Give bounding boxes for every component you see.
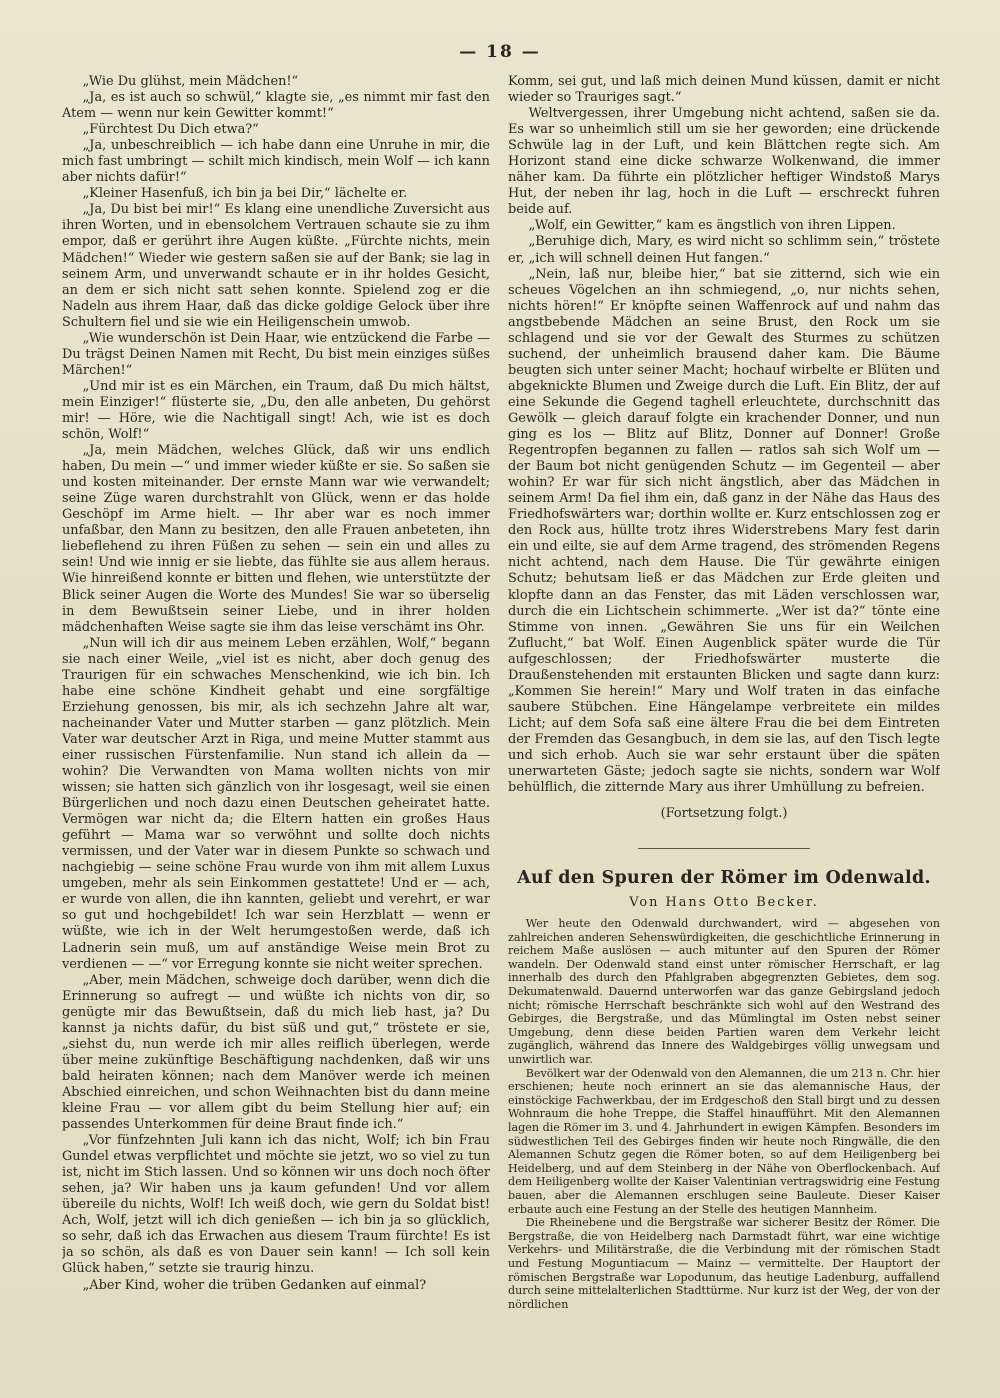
right-paragraph: „Beruhige dich, Mary, es wird nicht so schlimm sein,“ tröstete er, „ich will schnell deinen Hut fangen.“ — [508, 234, 940, 266]
right-paragraph: Komm, sei gut, und laß mich deinen Mund küssen, damit er nicht wieder so Trauriges sagt.“ — [508, 74, 940, 106]
article-title: Auf den Spuren der Römer im Odenwald. — [517, 868, 931, 889]
article-byline: Von Hans Otto Becker. — [629, 895, 819, 911]
left-column — [62, 74, 490, 1372]
article — [508, 867, 940, 1311]
article-paragraph: Die Rheinebene und die Bergstraße war sicherer Besitz der Römer. Die Bergstraße, die von Heidelberg nach Darmstadt führt, war eine wichtige Verkehrs- und Militärstraße, die die Verbindung mit der römischen Stadt und Festung Moguntiacum — Mainz — vermittelte. Der Hauptort der römischen Bergstraße war Lopodunum, das heutige Ladenburg, auffallend durch seine mittelalterlichen Stadttürme. Nur kurz ist der Weg, der von der nördlichen — [508, 1216, 940, 1311]
article-paragraph: Bevölkert war der Odenwald von den Alemannen, die um 213 n. Chr. hier erschienen; heute noch erinnert an sie das alemannische Haus, der einstöckige Fachwerkbau, der im Erdgeschoß den Stall birgt und zu dessen Wohnraum die hohe Treppe, die Staffel hinaufführt. Mit den Alemannen lagen die Römer im 3. und 4. Jahrhundert in ewigen Kämpfen. Besonders im südwestlichen Teil des Gebirges finden wir heute noch Ringwälle, die den Alemannen Schutz gegen die Römer boten, so auf dem Heiligenberg bei Heidelberg, und auf dem Steinberg in der Nähe von Oberflockenbach. Auf dem Heiligenberg wollte der Kaiser Valentinian vertragswidrig eine Festung bauen, aber die Alemannen erschlugen seine Bauleute. Dieser Kaiser erbaute auch eine Festung an der Stelle des heutigen Mannheim. — [508, 1066, 940, 1216]
left-paragraph: „Vor fünfzehnten Juli kann ich das nicht, Wolf; ich bin Frau Gundel etwas verpflichtet und möchte sie jetzt, wo so viel zu tun ist, nicht im Stich lassen. Und so können wir uns doch noch öfter sehen, ja? Wir haben uns ja kaum gefunden! Und vor allem übereile du nichts, Wolf! Ich weiß doch, wie gern du Soldat bist! Ach, Wolf, jetzt will ich dich genießen — ich bin ja so glücklich, so sehr, daß ich das Erwachen aus diesem Traum fürchte! Es ist ja so schön, als daß es von Dauer sein kann! — Ich soll kein Glück haben,“ setzte sie traurig hinzu. — [62, 1133, 490, 1277]
left-paragraph: „Aber Kind, woher die trüben Gedanken auf einmal? — [82, 1277, 427, 1293]
page-number: — 18 — — [459, 42, 541, 62]
right-paragraph: Weltvergessen, ihrer Umgebung nicht achtend, saßen sie da. Es war so unheimlich still um sie her geworden; eine drückende Schwüle lag in der Luft, und kein Blättchen regte sich. Am Horizont stand eine dicke schwarze Wolkenwand, die immer näher kam. Da führte ein plötzlicher heftiger Windstoß Marys Hut, der neben ihr lag, hoch in die Luft — erschreckt fuhren beide auf. — [508, 106, 940, 218]
article-paragraph: Wer heute den Odenwald durchwandert, wird — abgesehen von zahlreichen anderen Sehenswürdigkeiten, die geschichtliche Erinnerung in reichem Maße auslösen — auch mitunter auf den Spuren der Römer wandeln. Der Odenwald stand einst unter römischer Herrschaft, er lag innerhalb des durch den Pfahlgraben abgegrenzten Gebietes, dem sog. Dekumatenwald. Dauernd unterworfen war das ganze Gebirgsland jedoch nicht; römische Herrschaft beschränkte sich wohl auf den Westrand des Gebirges, die Bergstraße, und das Mümlingtal im Osten nebst seiner Umgebung, denn diese beiden Partien waren dem Verkehr leicht zugänglich, während das Innere des Waldgebirges völlig unwegsam und unwirtlich war. — [508, 917, 940, 1067]
right-column — [508, 74, 940, 1374]
continuation-note: (Fortsetzung folgt.) — [660, 806, 788, 822]
left-paragraph: „Wie Du glühst, mein Mädchen!“ — [82, 74, 299, 89]
left-paragraph: „Kleiner Hasenfuß, ich bin ja bei Dir,“ lächelte er. — [82, 186, 408, 202]
left-paragraph: „Ja, mein Mädchen, welches Glück, daß wir uns endlich haben, Du mein —“ und immer wieder küßte er sie. So saßen sie und kosten miteinander. Der ernste Mann war wie verwandelt; seine Züge waren durchstrahlt von Glück, wenn er das holde Geschöpf im Arme hielt. — Ihr aber war es noch immer unfaßbar, den Mann zu besitzen, den alle Frauen anbeteten, ihn liebeflehend zu ihren Füßen zu sehen — sein ein und alles zu sein! Und wie innig er sie liebte, das fühlte sie aus allem heraus. Wie hinreißend konnte er bitten und flehen, wie unterstützte der Blick seiner Augen die Worte des Mundes! Sie war so überselig in dem Bewußtsein seiner Liebe, und in ihrer holden mädchenhaften Weise sagte sie ihm das leise verschämt ins Ohr. — [62, 443, 490, 635]
left-paragraph: „Und mir ist es ein Märchen, ein Traum, daß Du mich hältst, mein Einziger!“ flüsterte sie, „Du, den alle anbeten, Du gehörst mir! — Höre, wie die Nachtigall singt! Ach, wie ist es doch schön, Wolf!“ — [62, 378, 490, 443]
section-divider — [638, 848, 811, 849]
left-paragraph: „Ja, unbeschreiblich — ich habe dann eine Unruhe in mir, die mich fast umbringt — schilt mich kindisch, mein Wolf — ich kann aber nichts dafür!“ — [62, 138, 490, 186]
left-paragraph: „Wie wunderschön ist Dein Haar, wie entzückend die Farbe — Du trägst Deinen Namen mit Recht, Du bist mein einziges süßes Märchen!“ — [62, 330, 490, 378]
left-paragraph: „Fürchtest Du Dich etwa?“ — [82, 122, 259, 138]
left-paragraph: „Ja, Du bist bei mir!“ Es klang eine unendliche Zuversicht aus ihren Worten, und in ebensolchem Vertrauen schaute sie zu ihm empor, daß er gerührt ihre Augen küßte. „Fürchte nichts, mein Mädchen!“ Wieder wie gestern saßen sie auf der Bank; sie lag in seinem Arm, und unverwandt schaute er in ihr holdes Gesicht, an dem er sich nicht satt sehen konnte. Spielend zog er die Nadeln aus ihrem Haar, daß das dicke goldige Gelock über ihre Schultern fiel und sie wie ein Heiligenschein umwob. — [62, 202, 490, 330]
left-paragraph: „Ja, es ist auch so schwül,“ klagte sie, „es nimmt mir fast den Atem — wenn nur kein Gewitter kommt!“ — [62, 90, 490, 122]
article-body — [508, 917, 940, 1311]
right-paragraph: „Nein, laß nur, bleibe hier,“ bat sie zitternd, sich wie ein scheues Vögelchen an ihn schmiegend, „o, nur nichts sehen, nichts hören!“ Er knöpfte seinen Waffenrock auf und nahm das angstbebende Mädchen an seine Brust, den Rock um sie schlagend und sie vor der Gewalt des Sturmes zu schützen suchend, der unheimlich brausend daher kam. Die Bäume beugten sich unter seiner Macht; hochauf wirbelte er Blüten und abgeknickte Blumen und Zweige durch die Luft. Ein Blitz, der auf eine Sekunde die Gegend taghell erleuchtete, durchschnitt das Gewölk — gleich darauf folgte ein krachender Donner, und nun ging es los — Blitz auf Blitz, Donner auf Donner! Große Regentropfen begannen zu fallen — ratlos sah sich Wolf um — der Baum bot nicht genügenden Schutz — im Gegenteil — aber wohin? Er war für sich nicht ängstlich, aber das Mädchen in seinem Arm! Da fiel ihm ein, daß ganz in der Nähe das Haus des Friedhofswärters war; dorthin wollte er. Kurz entschlossen zog er den Rock aus, hüllte trotz ihres Widerstrebens Mary fest darin ein und eilte, sie auf dem Arme tragend, des strömenden Regens nicht achtend, nach dem Hause. Die Tür gewährte einigen Schutz; behutsam ließ er das Mädchen zur Erde gleiten und klopfte dann an das Fenster, das mit Läden verschlossen war, durch die ein Lichtschein schimmerte. „Wer ist da?“ tönte eine Stimme von innen. „Gewähren Sie uns für ein Weilchen Zuflucht,“ bat Wolf. Einen Augenblick später wurde die Tür aufgeschlossen; der Friedhofswärter musterte die Draußenstehenden mit erstaunten Blicken und sagte dann kurz: „Kommen Sie herein!“ Mary und Wolf traten in das einfache saubere Stübchen. Eine Hängelampe verbreitete ein mildes Licht; auf dem Sofa saß eine ältere Frau die bei dem Eintreten der Fremden das Gesangbuch, in dem sie las, auf den Tisch legte und sich erhob. Auch sie war sehr erstaunt über die späten unerwarteten Gäste; jedoch sagte sie nichts, sondern war Wolf behülflich, die zitternde Mary aus ihrer Umhüllung zu befreien. — [508, 266, 940, 796]
left-paragraph: „Nun will ich dir aus meinem Leben erzählen, Wolf,“ begann sie nach einer Weile, „viel ist es nicht, aber doch genug des Traurigen für ein schwaches Menschenkind, wie ich bin. Ich habe eine schöne Kindheit gehabt und eine sorgfältige Erziehung genossen, bis mir, als ich sechzehn Jahre alt war, nacheinander Vater und Mutter starben — ganz plötzlich. Mein Vater war deutscher Arzt in Riga, und meine Mutter stammt aus einer russischen Fürstenfamilie. Nun stand ich allein da — wohin? Die Verwandten von Mama wollten nichts von mir wissen; sie hatten sich gänzlich von ihr losgesagt, weil sie einen Bürgerlichen und noch dazu einen Deutschen geheiratet hatte. Vermögen war nicht da; die Eltern hatten ein großes Haus geführt — Mama war so verwöhnt und sollte doch nichts vermissen, und der Vater war in diesem Punkte so schwach und nachgiebig — seine schöne Frau wurde von ihm mit allem Luxus umgeben, mehr als sein Einkommen gestattete! Und er — ach, er wurde von allen, die ihn kannten, geliebt und verehrt, er war so gut und hochgebildet! Ich war sein Herzblatt — wenn er wüßte, wie ich in der Welt herumgestoßen werde, daß ich Ladnerin sein muß, um auf anständige Weise mein Brot zu verdienen — —“ vor Erregung konnte sie nicht weiter sprechen. — [62, 635, 490, 972]
left-paragraph: „Aber, mein Mädchen, schweige doch darüber, wenn dich die Erinnerung so aufregt — und wüßte ich nichts von dir, so genügte mir das Bewußtsein, daß du mich lieb hast, ja? Du kannst ja nichts dafür, du bist süß und gut,“ tröstete er sie, „siehst du, nun werde ich mir alles reiflich überlegen, werde über meine zukünftige Beschäftigung nachdenken, daß wir uns bald heiraten können; nach dem Manöver werde ich meinen Abschied einreichen, und schon Weihnachten bist du dann meine kleine Frau — vor allem gibt du beim Stellung hier auf; ein passendes Unterkommen für deine Braut finde ich.“ — [62, 972, 490, 1133]
right-paragraph: „Wolf, ein Gewitter,“ kam es ängstlich von ihren Lippen. — [528, 218, 896, 234]
